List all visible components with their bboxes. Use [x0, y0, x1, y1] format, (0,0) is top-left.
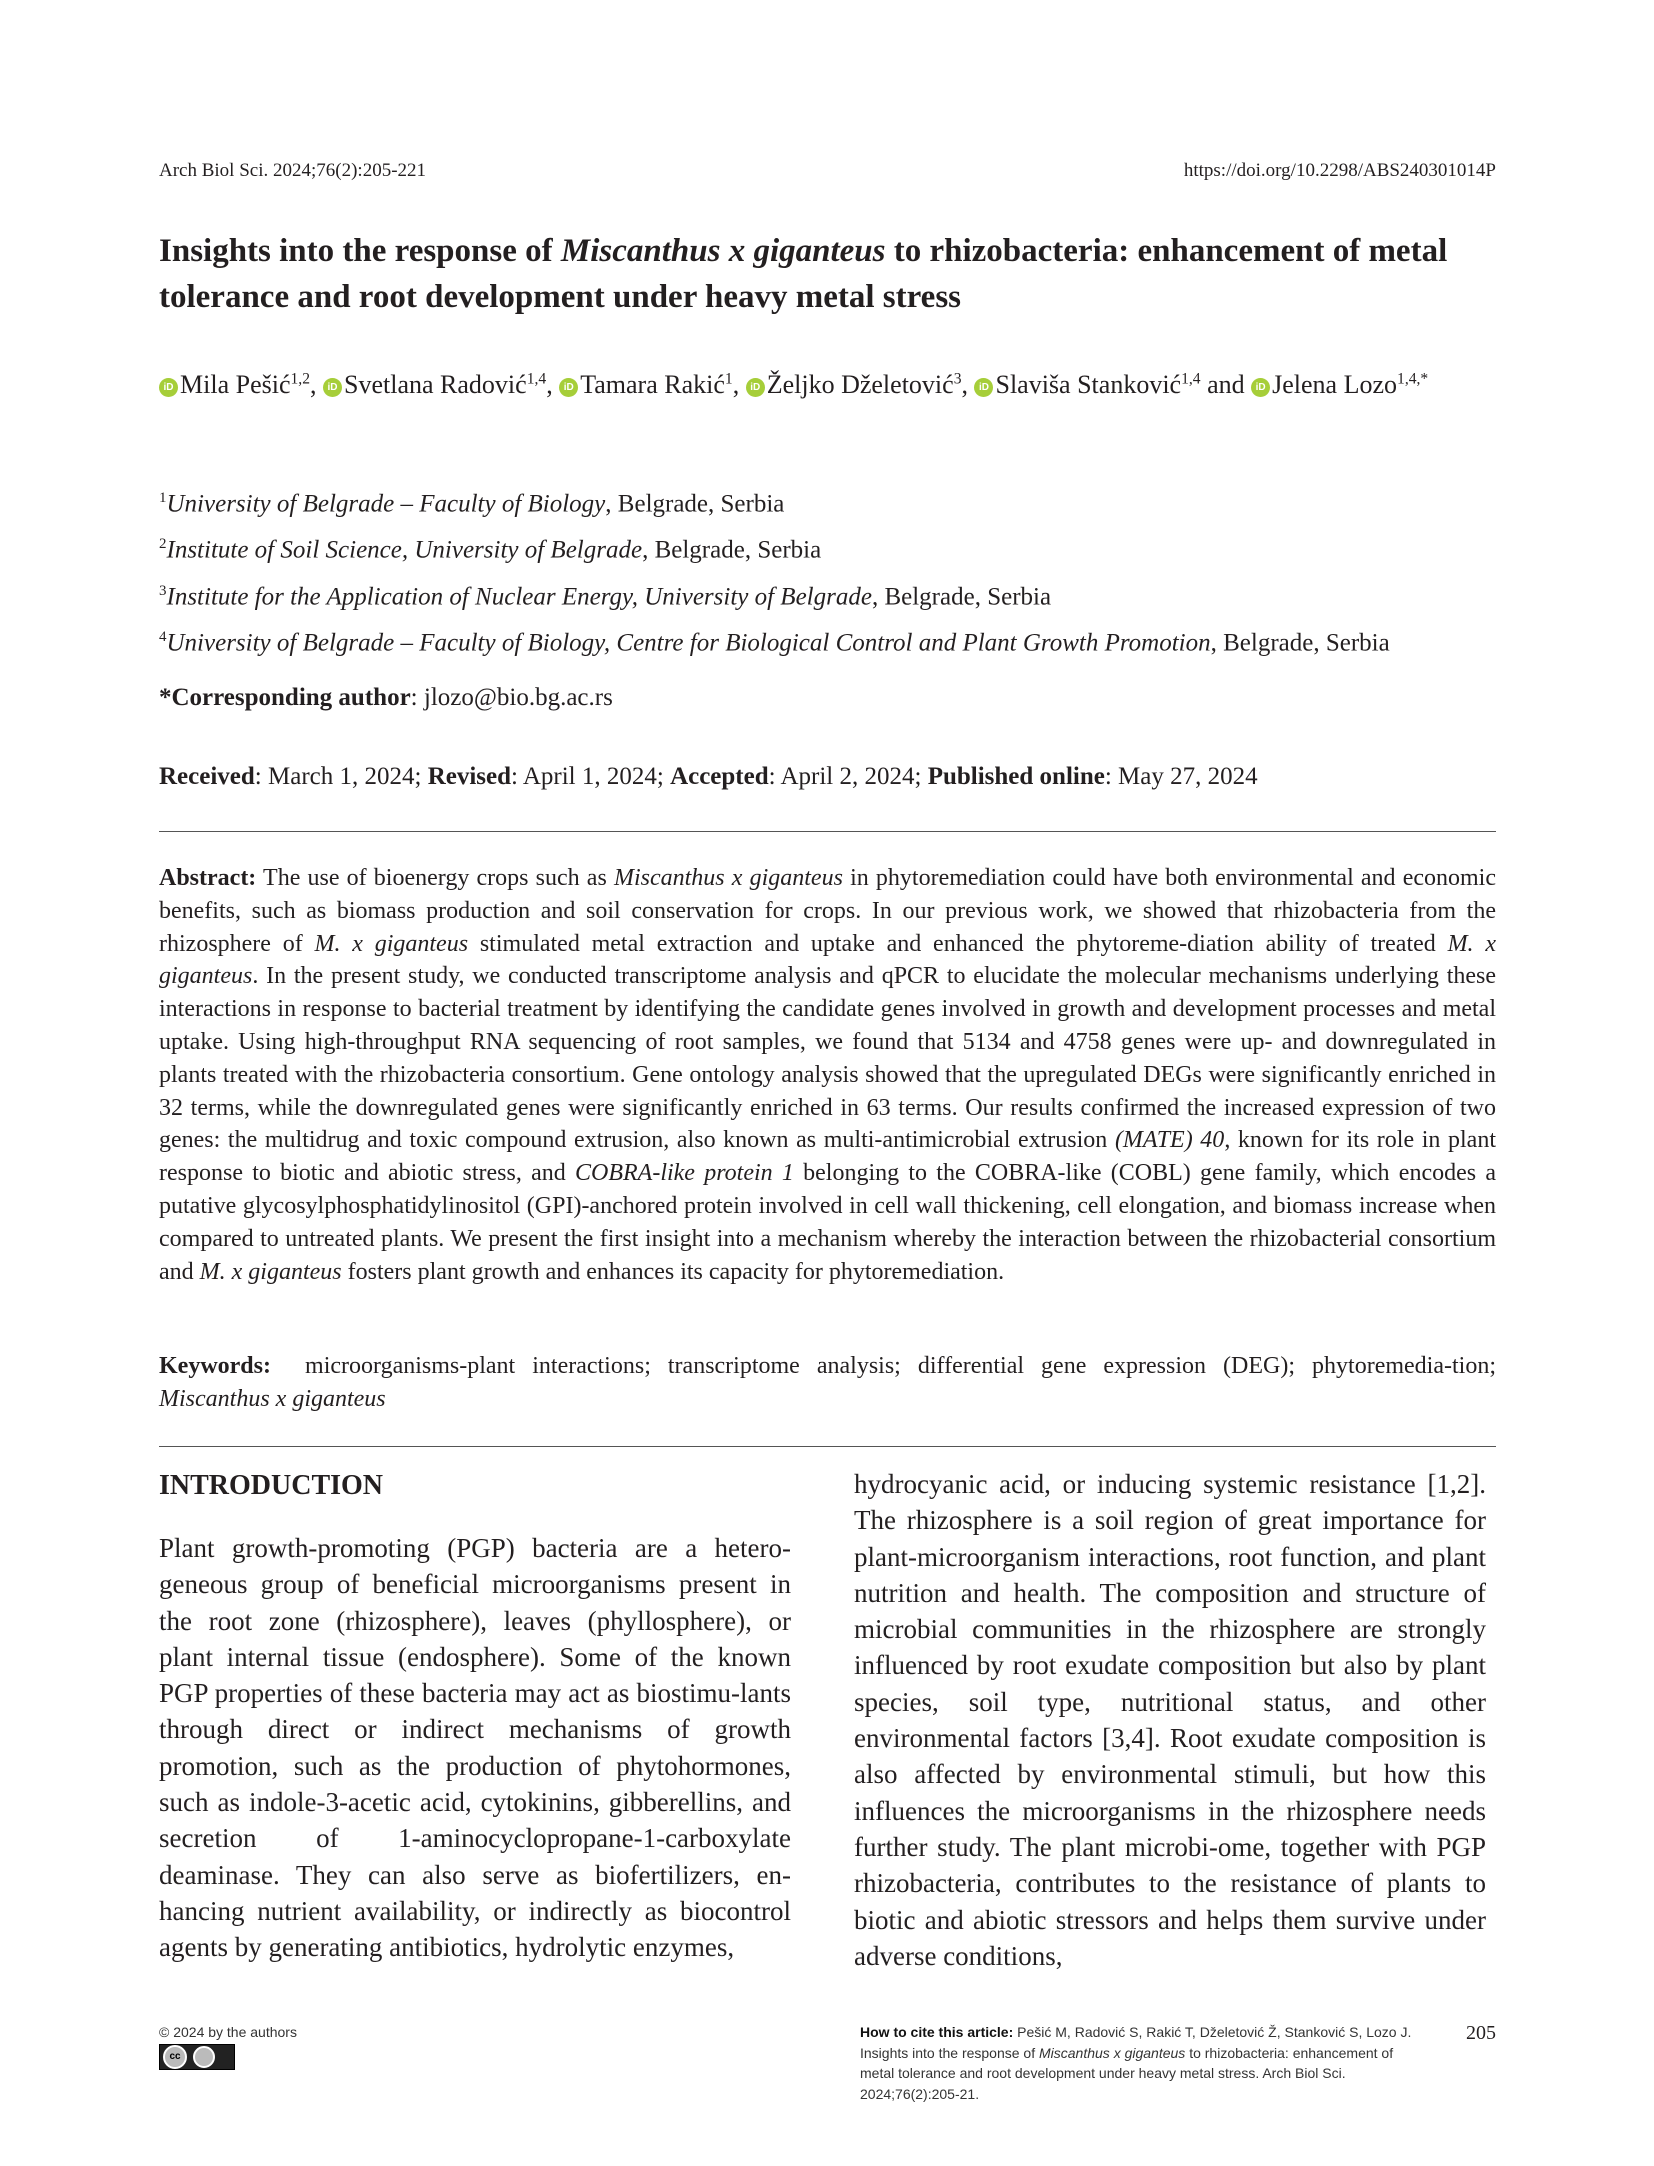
- divider: [159, 831, 1496, 832]
- corresponding-email[interactable]: : jlozo@bio.bg.ac.rs: [410, 684, 613, 711]
- author: iD Slaviša Stanković$^{1,4}$ and: [974, 370, 1251, 399]
- corresponding-author: *Corresponding author: jlozo@bio.bg.ac.rs: [159, 684, 613, 711]
- author: iD Tamara Rakić$^1$,: [559, 370, 746, 399]
- title-species: Miscanthus x giganteus: [560, 233, 886, 269]
- author-list: [159, 358, 1499, 406]
- by-icon: [193, 2046, 215, 2068]
- section-heading: INTRODUCTION: [159, 1470, 384, 1501]
- keywords: Keywords: microorganisms-plant interactions; transcriptome analysis; differential gene expression (DEG); phytoremedia-tion; Miscanthus x giganteus: [159, 1353, 1502, 1412]
- author: iD Svetlana Radović$^{1,4}$,: [323, 370, 559, 399]
- orcid-icon[interactable]: iD: [974, 378, 993, 397]
- article-dates: Received: March 1, 2024; Revised: April 1, 2024; Accepted: April 2, 2024; Published online: May 27, 2024: [159, 763, 1258, 790]
- journal-reference: Arch Biol Sci. 2024;76(2):205-221: [159, 160, 427, 181]
- author: iD Željko Dželetović$^3$,: [746, 370, 975, 399]
- article-title: Insights into the response of Miscanthus x giganteus to rhizobacteria: enhancement of metal tolerance and root development under heavy metal stress: [159, 233, 1448, 315]
- copyright: © 2024 by the authors: [159, 2024, 297, 2040]
- divider: [159, 1446, 1496, 1447]
- intro-column-right: hydrocyanic acid, or inducing systemic resistance [1,2]. The rhizosphere is a soil region of great importance for plant-microorganism interactions, root function, and plant nutrition and health. The composition and structure of microbial communities in the rhizosphere are strongly influenced by root exudate composition but also by plant species, soil type, nutritional status, and other environmental factors [3,4]. Root exudate composition is also affected by environmental stimuli, but how this influences the microorganisms in the rhizosphere needs further study. The plant microbi-ome, together with PGP rhizobacteria, contributes to the resistance of plants to biotic and abiotic stressors and helps them survive under adverse conditions,: [854, 1469, 1486, 1971]
- cc-license-badge[interactable]: [159, 2044, 235, 2070]
- orcid-icon[interactable]: iD: [1251, 378, 1270, 397]
- cc-icon: cc: [163, 2045, 187, 2069]
- affiliations: [159, 478, 1499, 663]
- orcid-icon[interactable]: iD: [559, 378, 578, 397]
- orcid-icon[interactable]: iD: [746, 378, 765, 397]
- doi-link[interactable]: https://doi.org/10.2298/ABS240301014P: [1183, 160, 1496, 181]
- affiliation: $^3$Institute for the Application of Nuclear Energy, University of Belgrade, Belgrade, Serbia: [159, 582, 1052, 610]
- affiliation: $^1$University of Belgrade – Faculty of Biology, Belgrade, Serbia: [159, 490, 785, 518]
- affiliation: $^2$Institute of Soil Science, University of Belgrade, Belgrade, Serbia: [159, 536, 822, 564]
- citation: How to cite this article: Pešić M, Radović S, Rakić T, Dželetović Ž, Stanković S, Lozo J. Insights into the response of Miscanthus x giganteus to rhizobacteria: enhancement of metal tolerance and root development under heavy metal stress. Arch Biol Sci. 2024;76(2):205-21.: [860, 2024, 1412, 2102]
- orcid-icon[interactable]: iD: [323, 378, 342, 397]
- author: iD Mila Pešić$^{1,2}$,: [159, 370, 323, 399]
- affiliation: $^4$University of Belgrade – Faculty of Biology, Centre for Biological Control and Plant Growth Promotion, Belgrade, Serbia: [159, 628, 1390, 657]
- author: iD Jelena Lozo$^{1,4,*}$: [1251, 370, 1428, 399]
- intro-column-left: Plant growth-promoting (PGP) bacteria are a hetero-geneous group of beneficial microorganisms present in the root zone (rhizosphere), leaves (phyllosphere), or plant internal tissue (endosphere). Some of the known PGP properties of these bacteria may act as biostimu-lants through direct or indirect mechanisms of growth promotion, such as the production of phytohormones, such as indole-3-acetic acid, cytokinins, gibberellins, and secretion of 1-aminocyclopropane-1-carboxylate deaminase. They can also serve as biofertilizers, en-hancing nutrient availability, or indirectly as biocontrol agents by generating antibiotics, hydrolytic enzymes,: [159, 1533, 791, 1963]
- page-number: 205: [1466, 2022, 1496, 2044]
- orcid-icon[interactable]: iD: [159, 378, 178, 397]
- abstract: Abstract: The use of bioenergy crops such as Miscanthus x giganteus in phytoremediation could have both environmental and economic benefits, such as biomass production and soil conservation for crops. In our previous work, we showed that rhizobacteria from the rhizosphere of M. x giganteus stimulated metal extraction and uptake and enhanced the phytoreme-diation ability of treated M. x giganteus. In the present study, we conducted transcriptome analysis and qPCR to elucidate the molecular mechanisms underlying these interactions in response to bacterial treatment by identifying the candidate genes involved in growth and development processes and metal uptake. Using high-throughput RNA sequencing of root samples, we found that 5134 and 4758 genes were up- and downregulated in plants treated with the rhizobacteria consortium. Gene ontology analysis showed that the upregulated DEGs were significantly enriched in 32 terms, while the downregulated genes were significantly enriched in 63 terms. Our results confirmed the increased expression of two genes: the multidrug and toxic compound extrusion, also known as multi-antimicrobial extrusion (MATE) 40, known for its role in plant response to biotic and abiotic stress, and COBRA-like protein 1 belonging to the COBRA-like (COBL) gene family, which encodes a putative glycosylphosphatidylinositol (GPI)-anchored protein involved in cell wall thickening, cell elongation, and biomass increase when compared to untreated plants. We present the first insight into a mechanism whereby the interaction between the rhizobacterial consortium and M. x giganteus fosters plant growth and enhances its capacity for phytoremediation.: [159, 865, 1497, 1285]
